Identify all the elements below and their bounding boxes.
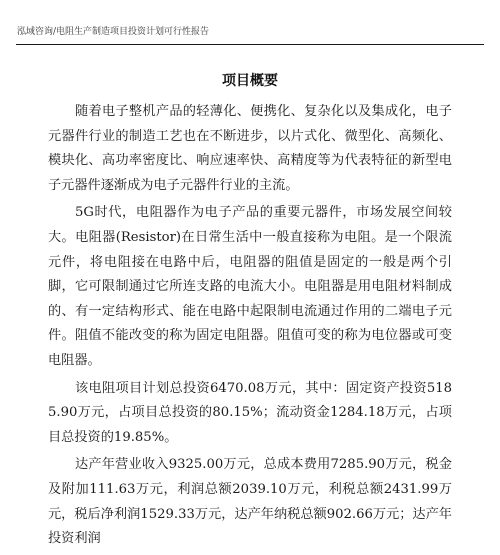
paragraph-resistor-intro: 5G时代，电阻器作为电子产品的重要元器件，市场发展空间较大。电阻器(Resistor)在日常生活中一般直接称为电阻。是一个限流元件，将电阻接在电路中后，电阻器的阻值是固定的一般是两个引脚，它可限制通过它所连支路的电流大小。电阻器是用电阻材料制成的、有一定结构形式、能在电路中起限制电流通过作用的二端电子元件。阻值不能改变的称为固定电阻器。阻值可变的称为电位器或可变电阻器。 (48, 205, 452, 368)
paragraph-investment: 该电阻项目计划总投资6470.08万元，其中：固定资产投资5185.90万元，占项目总投资的80.15%；流动资金1284.18万元，占项目总投资的19.85%。 (48, 380, 452, 445)
running-header: 泓域咨询/电阻生产制造项目投资计划可行性报告 (17, 27, 210, 37)
page-title: 项目概要 (222, 73, 278, 89)
header-divider (16, 44, 484, 45)
document-body (48, 100, 452, 555)
paragraph-industry-trend: 随着电子整机产品的轻薄化、便携化、复杂化以及集成化，电子元器件行业的制造工艺也在不断进步，以片式化、微型化、高频化、模块化、高功率密度比、响应速率快、高精度等为代表特征的新型电子元器件逐渐成为电子元器件行业的主流。 (48, 104, 452, 193)
paragraph-revenue: 达产年营业收入9325.00万元，总成本费用7285.90万元，税金及附加111.63万元，利润总额2039.10万元，利税总额2431.99万元，税后净利润1529.33万元，达产年纳税总额902.66万元；达产年投资利润 (48, 457, 452, 547)
